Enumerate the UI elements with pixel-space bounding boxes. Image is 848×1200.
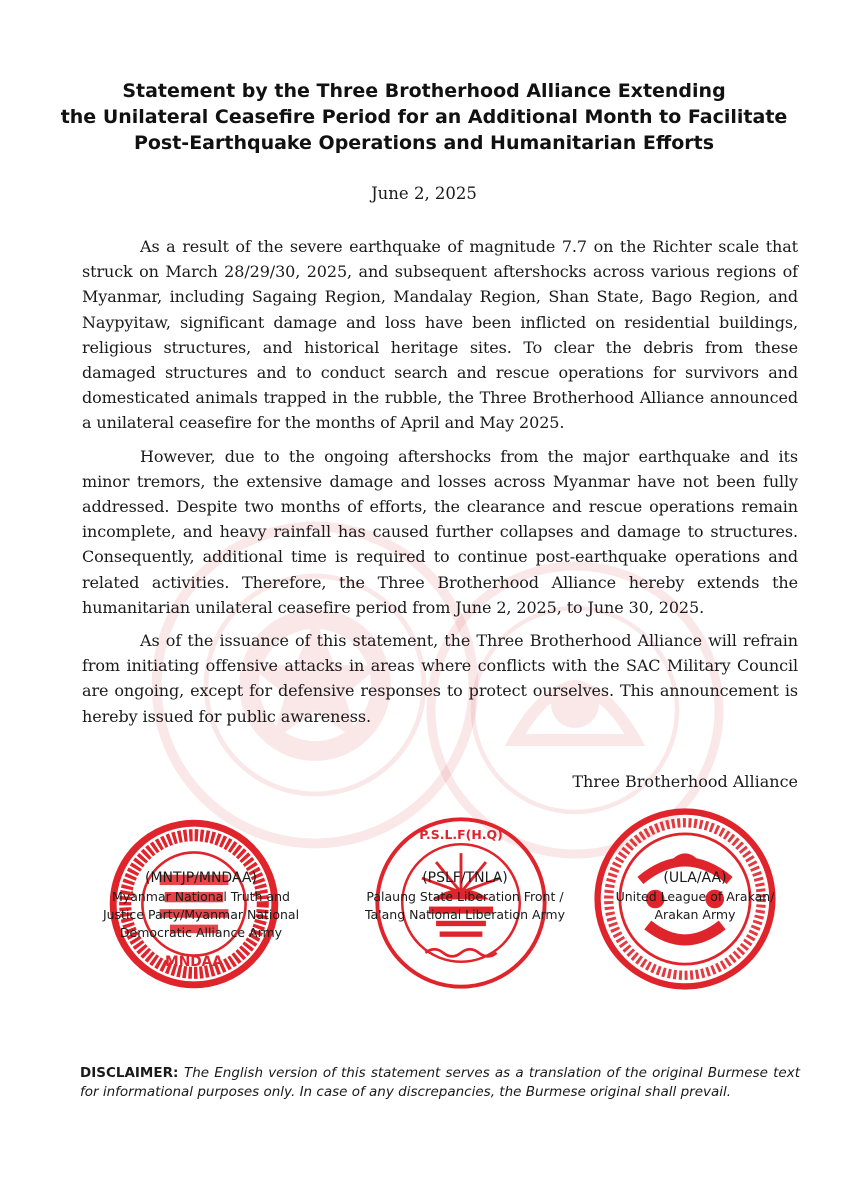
signatory-abbreviation: (PSLF/TNLA) [422, 870, 508, 886]
body-paragraph: As a result of the severe earthquake of magnitude 7.7 on the Richter scale that struck on March 28/29/30, 2025, and subsequent aftershocks across various regions of Myanmar, including Sagaing Region, Mandalay Region, Shan State, Bago Region, and Naypyitaw, significant damage and loss have been inflicted on residential buildings, religious structures, and historical heritage sites. To clear the debris from these damaged structures and to conduct search and rescue operations for survivors and domesticated animals trapped in the rubble, the Three Brotherhood Alliance announced a unilateral ceasefire for the months of April and May 2025. [82, 237, 798, 433]
signatory-name-line: Myanmar National Truth and [112, 889, 290, 904]
title-line: the Unilateral Ceasefire Period for an Additional Month to Facilitate [60, 106, 788, 128]
statement-date: June 2, 2025 [371, 184, 477, 203]
signatory-name-line: Democratic Alliance Army [119, 925, 283, 940]
signatory-name-line: Palaung State Liberation Front / [366, 889, 564, 904]
signature-line: Three Brotherhood Alliance [572, 772, 798, 791]
signatory-name-line: Justice Party/Myanmar National [102, 907, 300, 922]
seal-caption: MNDAA [165, 953, 223, 970]
statement-title [60, 78, 788, 156]
signatory-name-line: United League of Arakan/ [615, 889, 775, 904]
title-line: Post-Earthquake Operations and Humanitarian Efforts [133, 132, 715, 154]
signatory-abbreviation: (MNTJP/MNDAA) [145, 870, 257, 886]
seal-caption: P.S.L.F(H.Q) [419, 826, 503, 842]
signatory-name-line: Ta'ang National Liberation Army [364, 907, 566, 922]
body-paragraph: However, due to the ongoing aftershocks from the major earthquake and its minor tremors, the extensive damage and losses across Myanmar have not been fully addressed. Despite two months of efforts, the clearance and rescue operations remain incomplete, and heavy rainfall has caused further collapses and damage to structures. Consequently, additional time is required to continue post-earthquake operations and related activities. Therefore, the Three Brotherhood Alliance hereby extends the humanitarian unilateral ceasefire period from June 2, 2025, to June 30, 2025. [82, 446, 798, 617]
signatory-aa [590, 868, 800, 924]
disclaimer-label: DISCLAIMER: [80, 1065, 184, 1081]
body-paragraph: As of the issuance of this statement, the Three Brotherhood Alliance will refrain from initiating offensive attacks in areas where conflicts with the SAC Military Council are ongoing, except for defensive responses to protect ourselves. This announcement is hereby issued for public awareness. [82, 631, 798, 726]
signatory-mndaa [76, 868, 326, 942]
signatory-tnla [340, 868, 590, 924]
title-line: Statement by the Three Brotherhood Alliance Extending [122, 80, 726, 102]
disclaimer-text: The English version of this statement serves as a translation of the original Burmese text for informational purposes only. In case of any discrepancies, the Burmese original shall prevail. [80, 1065, 800, 1100]
statement-body [82, 234, 798, 737]
signatory-name-line: Arakan Army [654, 907, 736, 922]
disclaimer [80, 1064, 800, 1102]
signatory-abbreviation: (ULA/AA) [663, 870, 727, 886]
